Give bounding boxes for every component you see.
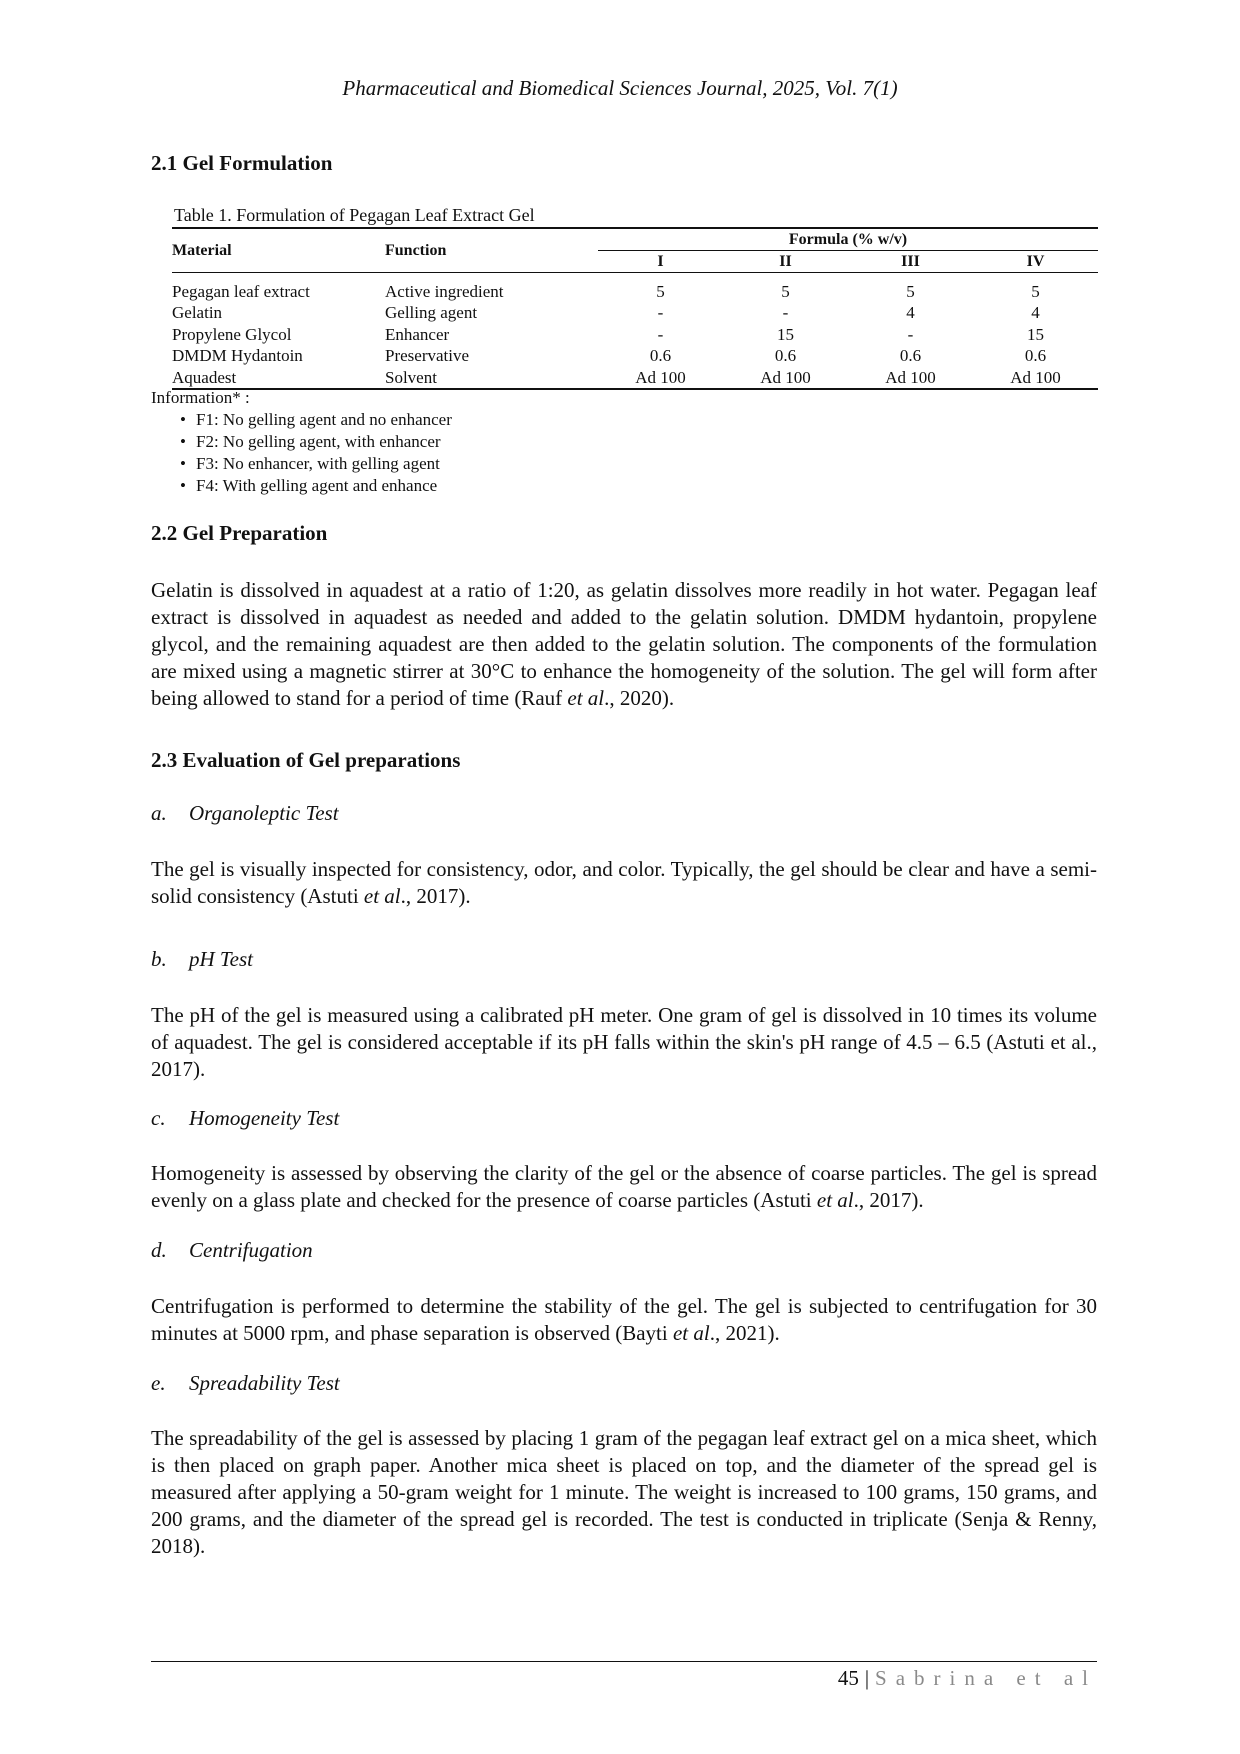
table-row [172,281,1098,303]
cell-value: 0.6 [774,346,797,366]
cell-value: 5 [781,281,790,301]
list-item: • F1: No gelling agent and no enhancer [180,409,452,431]
subsection-d-body [151,1293,1097,1347]
subsection-b-body: The pH of the gel is measured using a calibrated pH meter. One gram of gel is dissolved in 10 times its volume of aquadest. The gel is considered acceptable if its pH falls within the skin's pH range of 4.5 – 6.5 (Astuti et al., 2017). [151,1003,1097,1081]
header-formula-col: III [901,252,920,270]
table-info-label: Information* : [151,388,250,407]
subsection-title: pH Test [189,947,253,971]
subsection-b-heading [151,947,253,972]
subsection-c-heading [151,1106,339,1131]
subsection-a-body [151,856,1097,910]
subsection-title: Organoleptic Test [189,801,339,825]
subsection-title: Homogeneity Test [189,1106,340,1130]
table-row [172,367,1098,390]
footer-author: Sabrina et al [875,1666,1097,1690]
subsection-e-body: The spreadability of the gel is assessed by placing 1 gram of the pegagan leaf extract gel on a mica sheet, which is then placed on graph paper. Another mica sheet is placed on top, and the diameter of the spread gel is measured after applying a 50-gram weight for 1 minute. The weight is increased to 100 grams, 150 grams, and 200 grams, and the diameter of the spread gel is recorded. The test is conducted in triplicate (Senja & Renny, 2018). [151,1426,1097,1558]
list-item: • F2: No gelling agent, with enhancer [180,431,452,453]
cell-material: DMDM Hydantoin [172,346,303,366]
table-row [172,324,1098,346]
header-formula: Formula (% w/v) [598,228,1098,251]
cell-value: - [657,303,664,323]
table-notes [180,409,452,497]
page-number: 45 [837,1666,859,1690]
cell-material: Aquadest [172,367,237,387]
cell-value: 4 [1031,303,1040,323]
cell-value: 0.6 [649,346,672,366]
body-text: Homogeneity is assessed by observing the clarity of the gel or the absence of coarse particles. The gel is spread evenly on a glass plate and checked for the presence of coarse particles (Astuti [151,1161,1097,1212]
cell-value: - [907,324,914,344]
body-text-italic: et al [672,1321,710,1345]
table-caption: Table 1. Formulation of Pegagan Leaf Extract Gel [174,205,535,225]
cell-value: - [782,303,789,323]
header-formula-col: I [657,252,664,270]
subsection-marker: a. [151,801,167,825]
cell-value: 5 [906,281,915,301]
list-item: • F3: No enhancer, with gelling agent [180,453,452,475]
table-row [172,345,1098,367]
body-text-italic: et al [363,884,401,908]
formulation-table [172,227,1098,390]
cell-value: Ad 100 [635,367,686,387]
subsection-title: Spreadability Test [189,1371,340,1395]
page-footer [838,1666,1097,1691]
cell-material: Gelatin [172,303,223,323]
body-text: ., 2017). [853,1188,924,1212]
cell-value: Ad 100 [885,367,936,387]
body-text: Centrifugation is performed to determine the stability of the gel. The gel is subjected to centrifugation for 30 minutes at 5000 rpm, and phase separation is observed (Bayti [151,1294,1097,1345]
body-text: The gel is visually inspected for consistency, odor, and color. Typically, the gel should be clear and have a semi-solid consistency (Astuti [151,857,1097,908]
body-text-italic: et al [567,686,605,710]
body-text: Gelatin is dissolved in aquadest at a ratio of 1:20, as gelatin dissolves more readily in hot water. Pegagan leaf extract is dissolved in aquadest as needed and added to the gelatin solution. DMDM hydantoin, propylene glycol, and the remaining aquadest are then added to the gelatin solution. The components of the formulation are mixed using a magnetic stirrer at 30°C to enhance the homogeneity of the solution. The gel will form after being allowed to stand for a period of time (Rauf [151,578,1097,710]
cell-value: - [657,324,664,344]
cell-value: Ad 100 [760,367,811,387]
cell-value: 4 [906,303,915,323]
cell-value: 0.6 [1024,346,1047,366]
cell-function: Solvent [385,367,437,387]
header-formula-col: IV [1026,252,1045,270]
table-row [172,302,1098,324]
section-2-2-heading: 2.2 Gel Preparation [151,521,328,545]
subsection-marker: c. [151,1106,166,1130]
cell-value: Ad 100 [1010,367,1061,387]
header-function: Function [385,228,598,273]
cell-function: Active ingredient [385,281,504,301]
footer-separator: | [864,1666,870,1690]
subsection-a-heading [151,801,339,826]
cell-function: Gelling agent [385,303,478,323]
subsection-title: Centrifugation [189,1238,313,1262]
subsection-marker: e. [151,1371,166,1395]
subsection-c-body [151,1160,1097,1214]
body-text: ., 2021). [709,1321,780,1345]
subsection-marker: b. [151,947,167,971]
journal-header: Pharmaceutical and Biomedical Sciences Journal, 2025, Vol. 7(1) [342,76,898,100]
section-2-2-body [151,577,1097,712]
body-text: ., 2020). [604,686,675,710]
footer-divider [151,1661,1097,1662]
list-item: • F4: With gelling agent and enhance [180,475,452,497]
cell-value: 0.6 [899,346,922,366]
subsection-marker: d. [151,1238,167,1262]
cell-function: Preservative [385,346,470,366]
body-text: ., 2017). [400,884,471,908]
cell-value: 5 [656,281,665,301]
cell-material: Pegagan leaf extract [172,281,310,301]
cell-material: Propylene Glycol [172,324,292,344]
header-formula-col: II [779,252,792,270]
header-material: Material [172,228,385,273]
cell-value: 15 [1027,324,1044,344]
cell-value: 15 [777,324,794,344]
section-2-1-heading: 2.1 Gel Formulation [151,151,333,175]
cell-value: 5 [1031,281,1040,301]
subsection-e-heading [151,1371,340,1396]
section-2-3-heading: 2.3 Evaluation of Gel preparations [151,748,461,772]
cell-function: Enhancer [385,324,450,344]
subsection-d-heading [151,1238,313,1263]
body-text-italic: et al [816,1188,854,1212]
